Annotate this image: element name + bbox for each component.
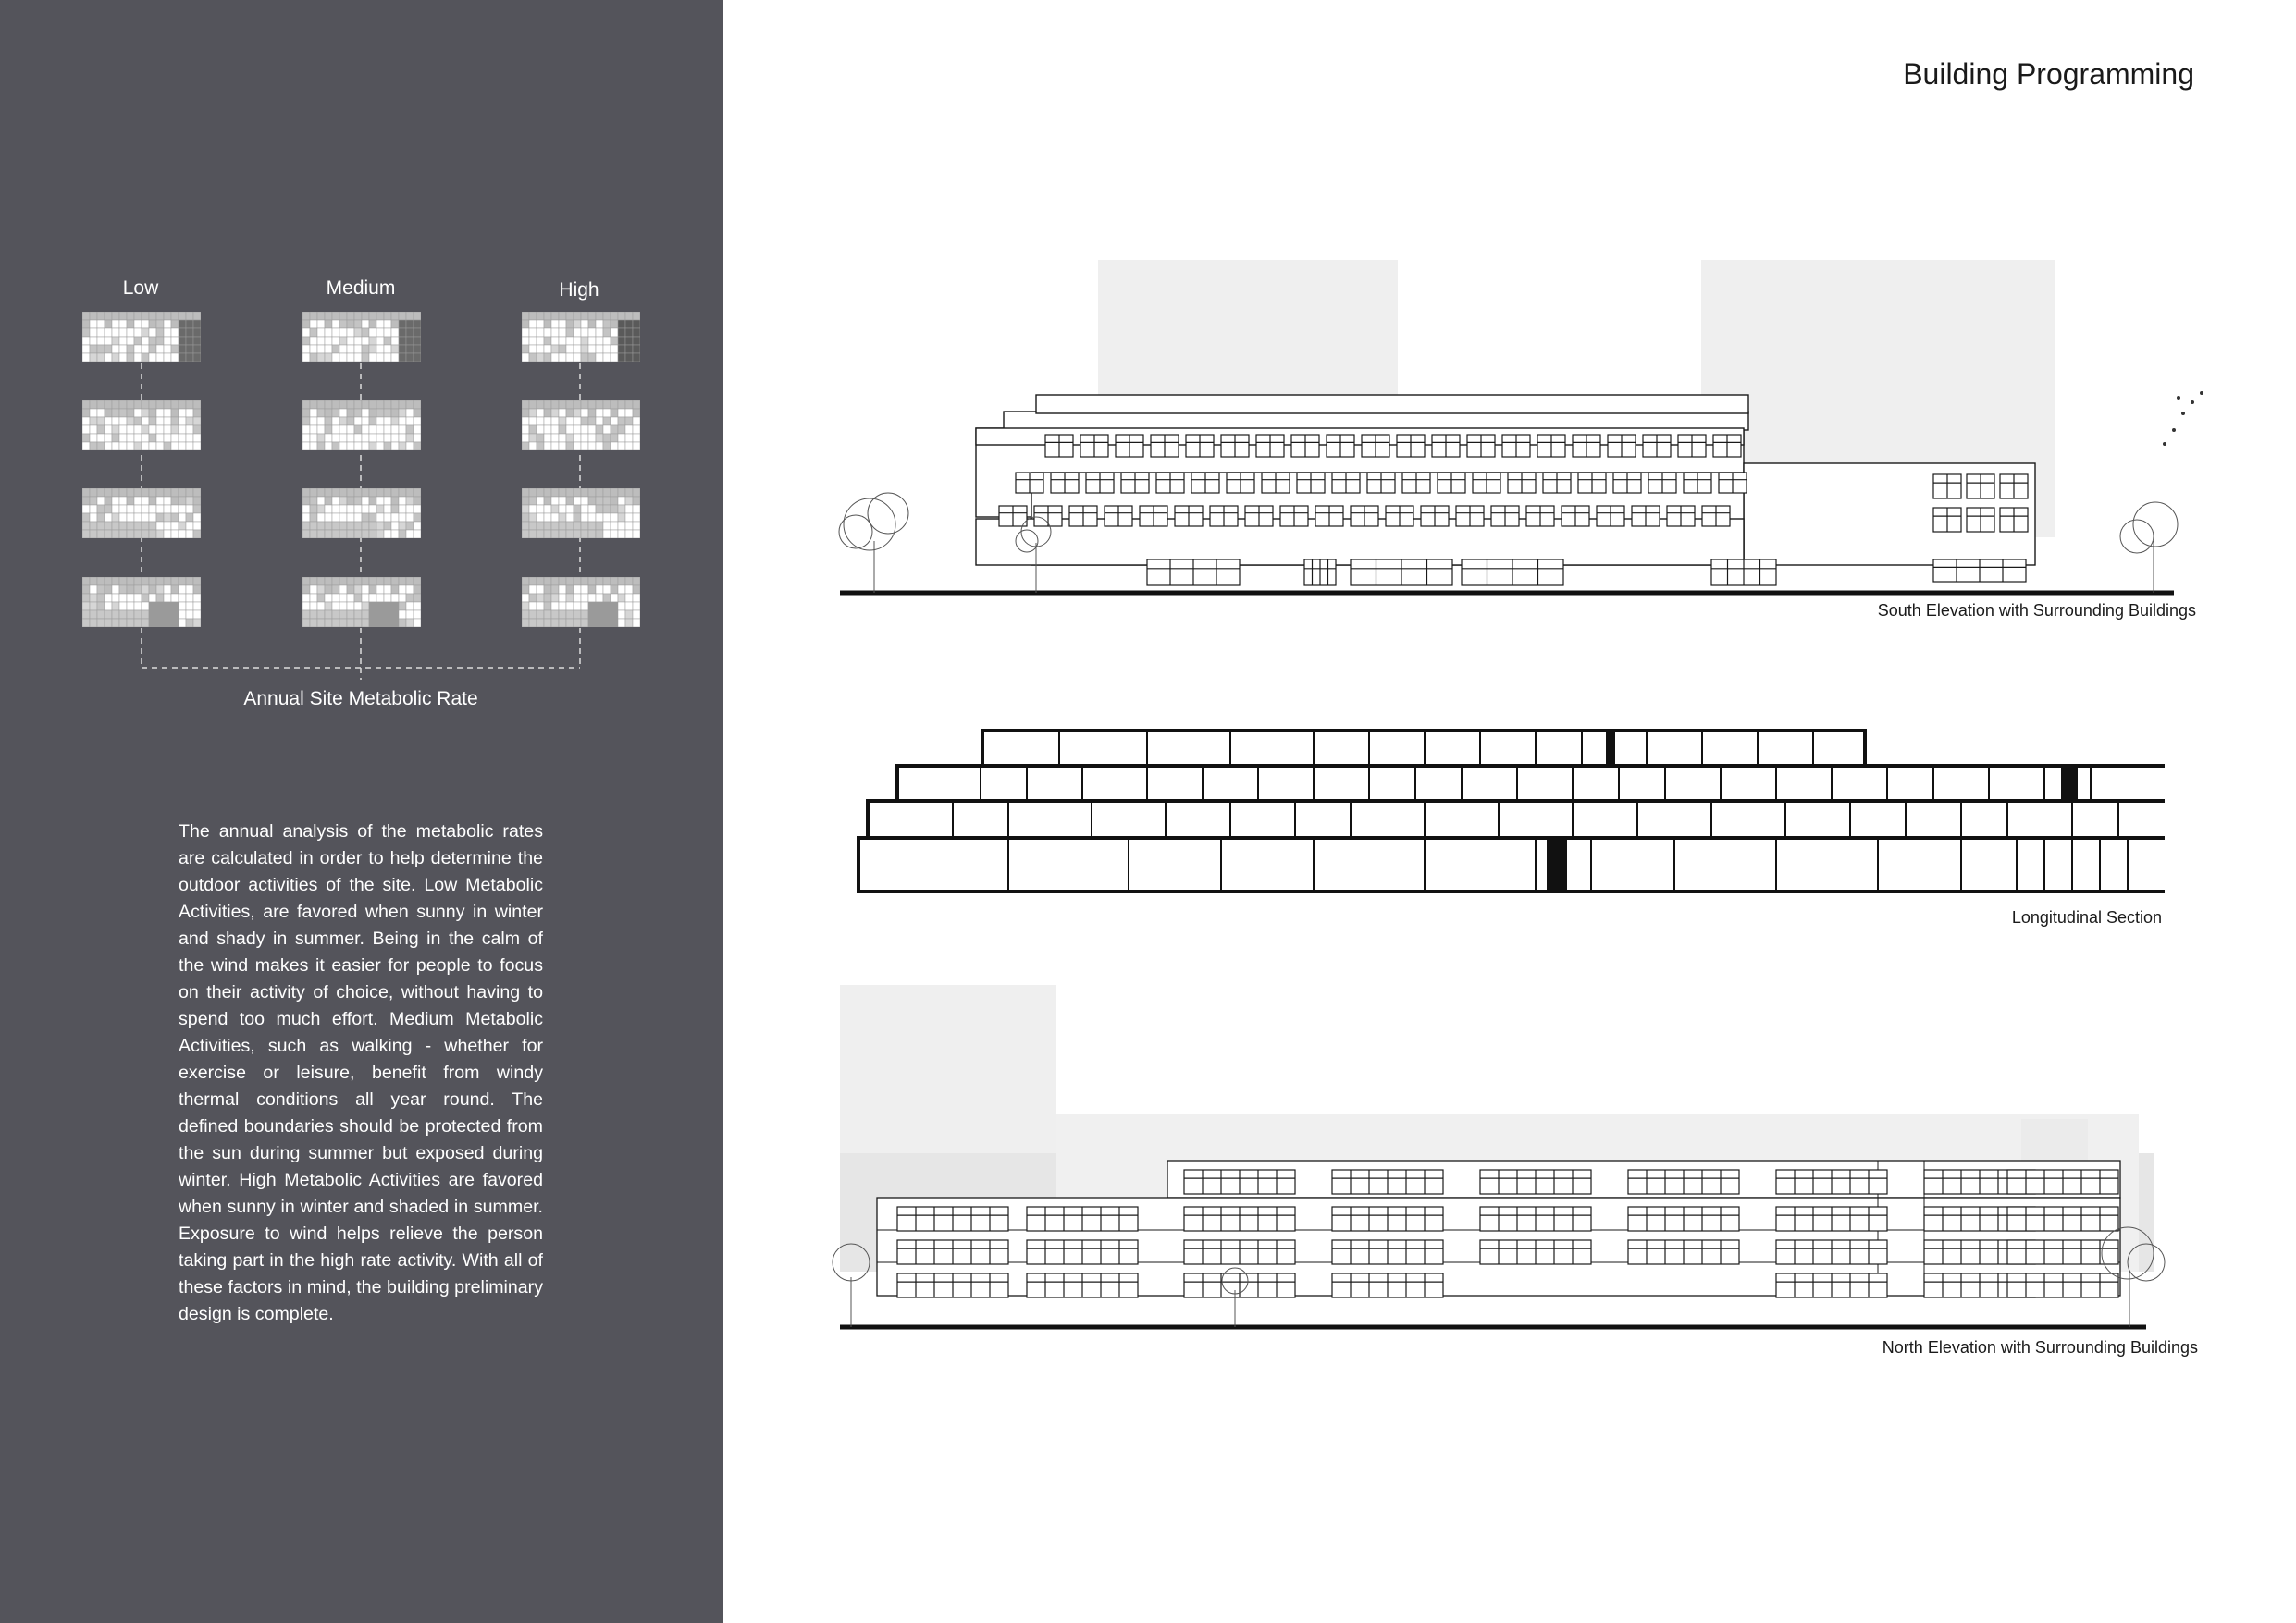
metabolic-map-low-4 [82,577,201,627]
south-elevation-caption: South Elevation with Surrounding Buildings [1877,601,2196,620]
metabolic-map-high-4 [522,577,640,627]
south-elevation-drawing [786,254,2211,606]
column-label-high: High [559,279,599,301]
metabolic-map-high-1 [522,312,640,362]
left-panel [0,0,723,1623]
metabolic-map-medium-2 [302,400,421,450]
north-elevation-caption: North Elevation with Surrounding Buildings [1882,1338,2198,1357]
longitudinal-section-drawing [851,721,2165,906]
metabolic-map-low-3 [82,488,201,538]
north-elevation-drawing [814,985,2220,1336]
metabolic-caption: Annual Site Metabolic Rate [243,688,478,709]
metabolic-map-high-2 [522,400,640,450]
column-label-medium: Medium [326,277,396,299]
metabolic-map-medium-3 [302,488,421,538]
column-label-low: Low [122,277,159,299]
metabolic-map-medium-1 [302,312,421,362]
metabolic-map-high-3 [522,488,640,538]
page-title: Building Programming [1903,57,2194,91]
metabolic-map-low-1 [82,312,201,362]
description-text: The annual analysis of the metabolic rates are calculated in order to help determine the outdoor activities of the site. Low Metabolic Activities, are favored when sunny in winter and shady in summer. Being in the calm of the wind makes it easier for people to focus on their activity of choice, without having to spend too much effort. Medium Metabolic Activities, such as walking - whether for exercise or leisure, benefit from windy thermal conditions all year round. The defined boundaries should be protected from the sun during summer but exposed during winter. High Metabolic Activities are favored when sunny in winter and shaded in summer. Exposure to wind helps relieve the person taking part in the high rate activity. With all of these factors in mind, the building preliminary design is complete. [179,821,543,1324]
metabolic-map-medium-4 [302,577,421,627]
longitudinal-section-caption: Longitudinal Section [2011,908,2162,927]
metabolic-map-low-2 [82,400,201,450]
